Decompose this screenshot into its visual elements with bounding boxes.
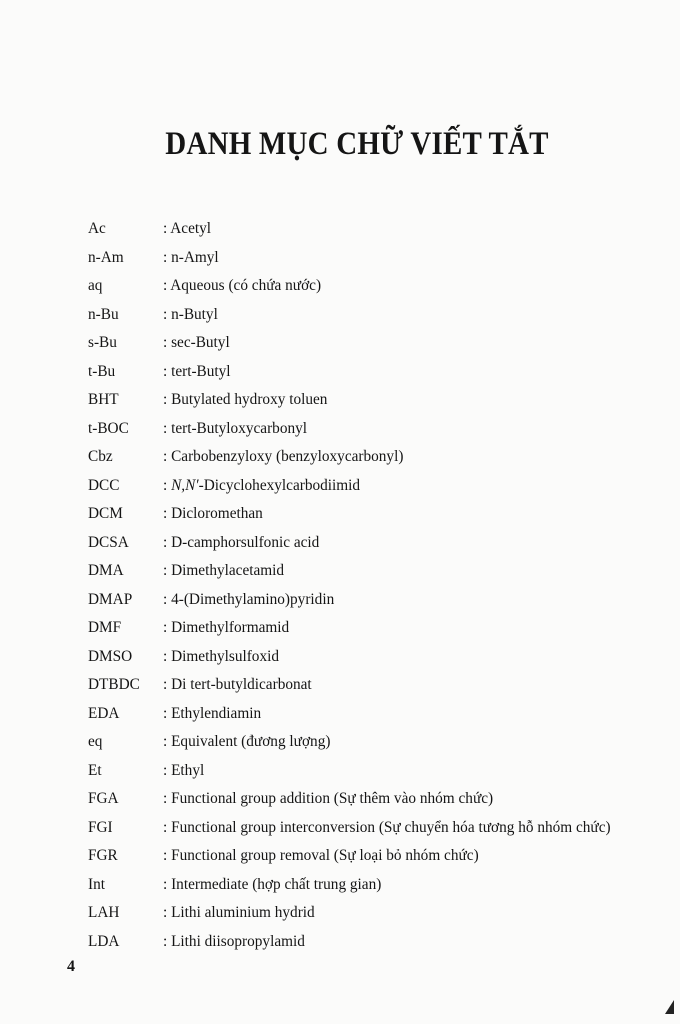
definition [163, 329, 230, 358]
abbreviation: Et [88, 761, 102, 779]
definition [163, 301, 218, 330]
definition [163, 700, 261, 729]
definition-text: Carbobenzyloxy (benzyloxycarbonyl) [171, 448, 404, 465]
abbreviation: t-BOC [88, 419, 129, 437]
page-corner-mark [665, 1000, 674, 1014]
abbreviation: n-Bu [88, 305, 119, 323]
abbreviation: LDA [88, 932, 120, 950]
separator: : [163, 761, 172, 779]
abbreviation: t-Bu [88, 362, 116, 380]
abbreviation: Int [88, 875, 105, 893]
separator: : [163, 419, 172, 437]
abbreviation: s-Bu [88, 334, 117, 351]
definition-text: Lithi diisopropylamid [171, 932, 305, 950]
separator: : [163, 505, 172, 522]
definition-text: Ethylendiamin [171, 704, 262, 722]
separator: : [163, 932, 172, 950]
separator: : [163, 248, 172, 266]
definition-text: Dimethylformamid [171, 619, 290, 636]
separator: : [163, 676, 172, 693]
definition-text: Acetyl [170, 220, 212, 237]
abbreviation: DCSA [88, 533, 129, 551]
definition-text: 4-(Dimethylamino)pyridin [171, 590, 335, 608]
abbreviation: DMAP [88, 590, 133, 608]
definition [163, 757, 204, 786]
definition [163, 557, 284, 586]
definition [163, 529, 319, 558]
separator: : [163, 790, 172, 807]
definition [163, 415, 307, 444]
abbreviation: DMSO [88, 647, 133, 665]
separator: : [163, 277, 171, 294]
definition-text: Aqueous (có chứa nước) [170, 277, 322, 294]
definition-text: Functional group removal (Sự loại bỏ nhóm chức) [171, 847, 479, 864]
abbreviation: DMA [88, 562, 124, 579]
separator: : [163, 733, 172, 750]
definition-text: n-Butyl [171, 305, 218, 323]
separator: : [163, 875, 172, 893]
definition-text: Intermediate (hợp chất trung gian) [171, 875, 382, 893]
definition [163, 899, 315, 928]
separator: : [163, 334, 172, 351]
definition [163, 586, 334, 615]
definition-text: sec-Butyl [171, 334, 230, 351]
definition-text: Dicloromethan [171, 505, 263, 522]
separator: : [163, 533, 172, 551]
definition [163, 643, 279, 672]
definition-text: Dimethylacetamid [171, 562, 285, 579]
abbreviation: aq [88, 277, 103, 294]
definition-text: Lithi aluminium hydrid [171, 904, 315, 921]
definition [163, 472, 360, 501]
separator: : [163, 847, 172, 864]
abbreviation: BHT [88, 391, 119, 408]
definition-text: tert-Butyloxycarbonyl [171, 419, 308, 437]
separator: : [163, 904, 172, 921]
separator: : [163, 448, 172, 465]
separator: : [163, 362, 172, 380]
separator: : [163, 220, 171, 237]
definition-text: Butylated hydroxy toluen [171, 391, 328, 408]
definition [163, 814, 611, 843]
definition [163, 671, 312, 700]
abbreviation: LAH [88, 904, 120, 921]
separator: : [163, 647, 172, 665]
separator: : [163, 305, 172, 323]
definition [163, 244, 219, 273]
definition-text: Functional group interconversion (Sự chuyển hóa tương hỗ nhóm chức) [171, 818, 611, 836]
abbreviation: DCM [88, 505, 123, 522]
definition [163, 500, 263, 529]
definition [163, 386, 327, 415]
definition-text: Ethyl [171, 761, 205, 779]
separator: : [163, 818, 172, 836]
abbreviation: Cbz [88, 448, 113, 465]
definition [163, 215, 211, 244]
definition-text: tert-Butyl [171, 362, 231, 380]
definition-text: D-camphorsulfonic acid [171, 533, 320, 551]
abbreviation: FGA [88, 790, 119, 807]
abbreviation: DMF [88, 619, 122, 636]
definition [163, 443, 403, 472]
page-title: DANH MỤC CHỮ VIẾT TẮT [165, 126, 549, 162]
abbreviation: FGI [88, 818, 113, 836]
separator: : [163, 476, 172, 494]
page-number: 4 [67, 958, 75, 975]
abbreviation: n-Am [88, 248, 124, 266]
definition [163, 272, 321, 301]
separator: : [163, 619, 172, 636]
separator: : [163, 391, 172, 408]
abbreviation: Ac [88, 220, 106, 237]
definition [163, 871, 381, 900]
separator: : [163, 704, 172, 722]
definition-text: Di tert-butyldicarbonat [171, 676, 312, 693]
abbreviation: eq [88, 733, 103, 750]
definition-text: -Dicyclohexylcarbodiimid [198, 476, 361, 494]
definition [163, 614, 289, 643]
abbreviation: DCC [88, 476, 120, 494]
definition-text: Functional group addition (Sự thêm vào nhóm chức) [171, 790, 494, 807]
abbreviation: DTBDC [88, 676, 140, 693]
separator: : [163, 562, 172, 579]
abbreviation: FGR [88, 847, 118, 864]
definition [163, 785, 493, 814]
definition [163, 842, 479, 871]
definition-text: Equivalent (đương lượng) [171, 733, 331, 750]
definition [163, 358, 231, 387]
abbreviation: EDA [88, 704, 120, 722]
definition-text: n-Amyl [171, 248, 219, 266]
separator: : [163, 590, 172, 608]
definition [163, 928, 305, 957]
definition [163, 728, 330, 757]
definition-italic: N,N′ [171, 476, 199, 494]
definition-text: Dimethylsulfoxid [171, 647, 280, 665]
